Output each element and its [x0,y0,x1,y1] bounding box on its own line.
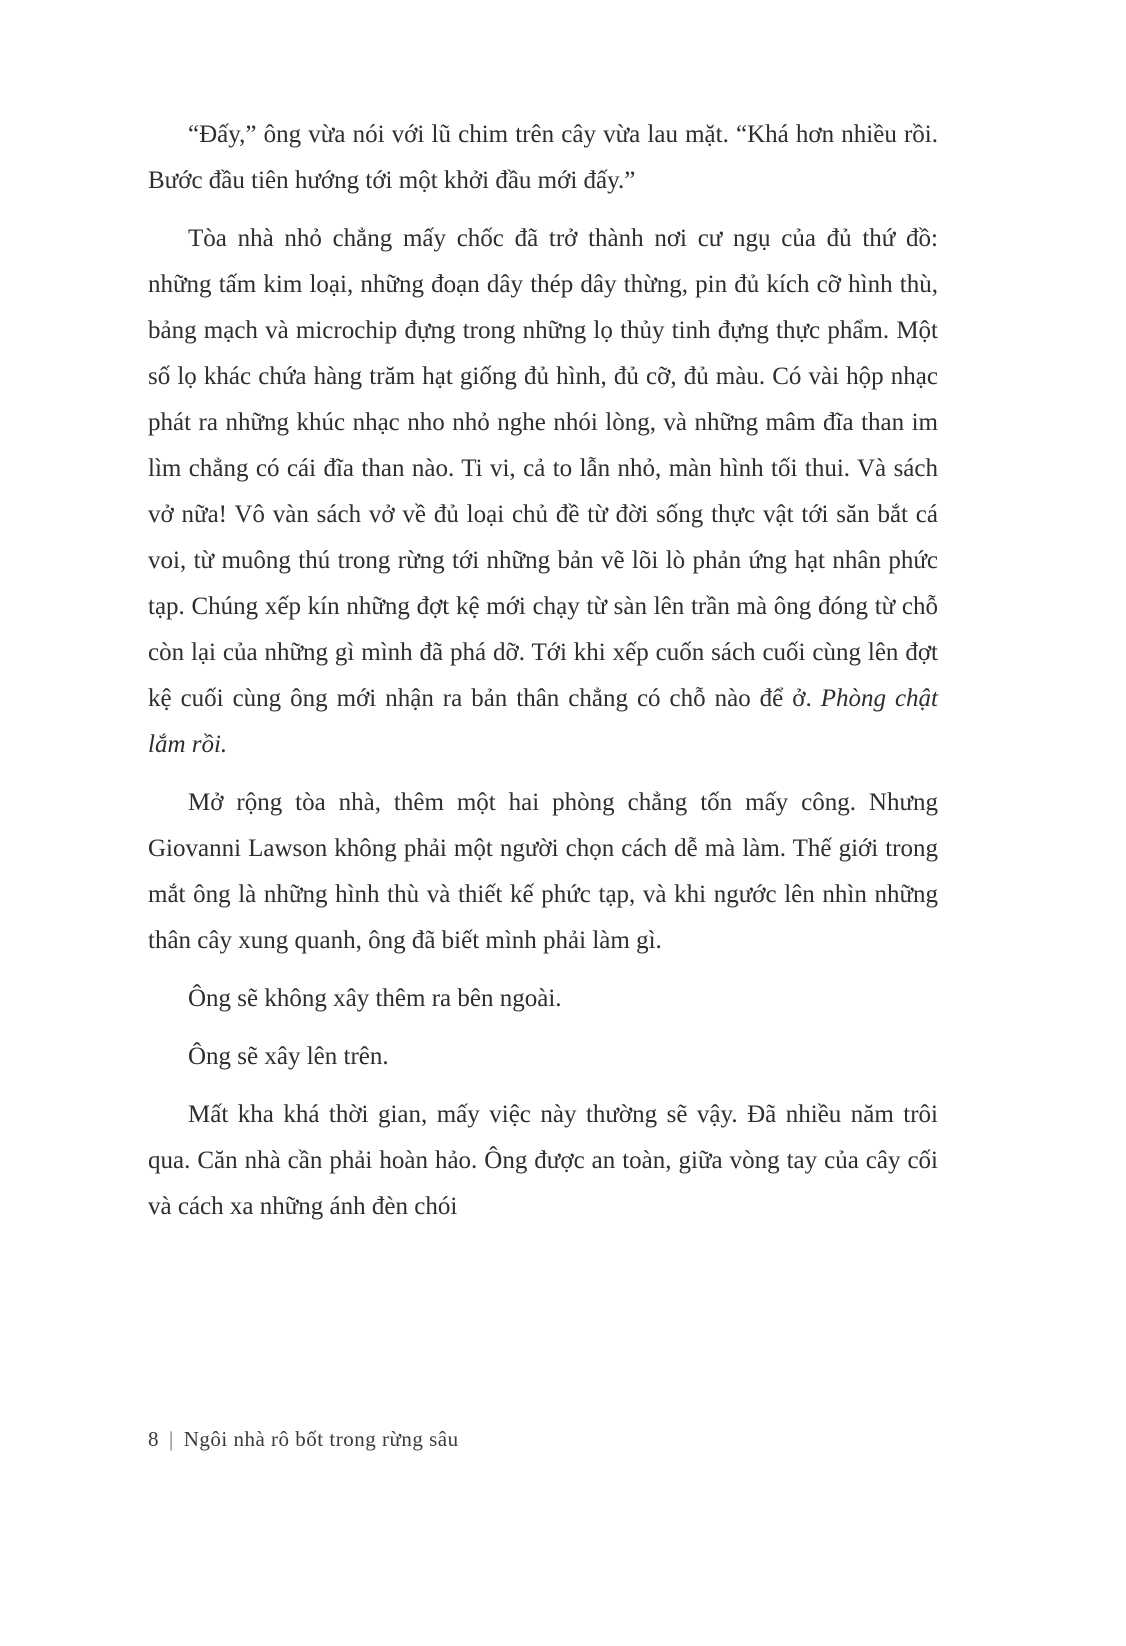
paragraph-2 [148,216,938,768]
paragraph-5 [148,1034,938,1080]
text-block [148,112,938,1230]
book-title: Ngôi nhà rô bốt trong rừng sâu [183,1427,459,1451]
page-footer [148,1424,459,1454]
paragraph-text: Mất kha khá thời gian, mấy việc này thường sẽ vậy. Đã nhiều năm trôi qua. Căn nhà cần phải hoàn hảo. Ông được an toàn, giữa vòng tay của cây cối và cách xa những ánh đèn chói [148,1101,938,1220]
italic-sentence: Phòng chật lắm rồi. [148,685,938,758]
paragraph-text: Mở rộng tòa nhà, thêm một hai phòng chẳng tốn mấy công. Nhưng Giovanni Lawson không phải một người chọn cách dễ mà làm. Thế giới trong mắt ông là những hình thù và thiết kế phức tạp, và khi ngước lên nhìn những thân cây xung quanh, ông đã biết mình phải làm gì. [148,789,938,954]
paragraph-text: Tòa nhà nhỏ chẳng mấy chốc đã trở thành nơi cư ngụ của đủ thứ đồ: những tấm kim loại, những đoạn dây thép dây thừng, pin đủ kích cỡ hình thù, bảng mạch và microchip đựng trong những lọ thủy tinh đựng thực phẩm. Một số lọ khác chứa hàng trăm hạt giống đủ hình, đủ cỡ, đủ màu. Có vài hộp nhạc phát ra những khúc nhạc nho nhỏ nghe nhói lòng, và những mâm đĩa than im lìm chẳng có cái đĩa than nào. Ti vi, cả to lẫn nhỏ, màn hình tối thui. Và sách vở nữa! Vô vàn sách vở về đủ loại chủ đề từ đời sống thực vật tới săn bắt cá voi, từ muông thú trong rừng tới những bản vẽ lõi lò phản ứng hạt nhân phức tạp. Chúng xếp kín những đợt kệ mới chạy từ sàn lên trần mà ông đóng từ chỗ còn lại của những gì mình đã phá dỡ. Tới khi xếp cuốn sách cuối cùng lên đợt kệ cuối cùng ông mới nhận ra bản thân chẳng có chỗ nào để ở. [148,225,938,712]
paragraph-text: Ông sẽ xây lên trên. [188,1043,389,1070]
paragraph-6 [148,1092,938,1230]
paragraph-text: Ông sẽ không xây thêm ra bên ngoài. [188,985,562,1012]
paragraph-3 [148,780,938,964]
paragraph-4 [148,976,938,1022]
footer-separator: | [169,1427,174,1451]
page-number: 8 [148,1427,159,1451]
paragraph-1 [148,112,938,204]
paragraph-text: “Đấy,” ông vừa nói với lũ chim trên cây vừa lau mặt. “Khá hơn nhiều rồi. Bước đầu tiên hướng tới một khởi đầu mới đấy.” [148,121,938,194]
